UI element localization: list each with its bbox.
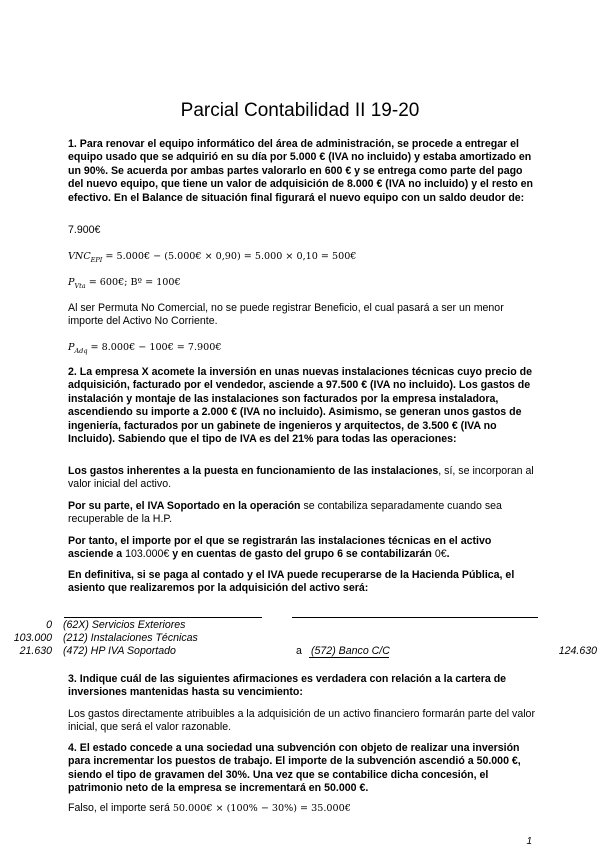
q1-vnc-formula [68, 250, 356, 267]
q1-padq-formula [68, 341, 221, 358]
q2-p2-bold: Por su parte, el IVA Soportado en la operación [68, 500, 301, 512]
q3-question: 3. Indique cuál de las siguientes afirmaciones es verdadera con relación a la cartera de inversiones mantenidas hasta su vencimiento: [68, 673, 507, 699]
q2-p3-e: . [446, 548, 450, 561]
pvta-subscript: Vta [74, 281, 86, 290]
q3-answer: Los gastos directamente atribuibles a la adquisición de un activo financiero formarán parte del valor inicial, que será el valor razonable. [68, 708, 535, 734]
entry-debit-amount-0: 0 [46, 619, 52, 631]
q2-paragraph-4: En definitiva, si se paga al contado y el IVA puede recuperarse de la Hacienda Pública, el asiento que realizaremos por la adquisición del activo será: [68, 569, 515, 595]
q2-p1-rest: , sí, se incorporan al valor inicial del activo. [68, 465, 534, 491]
q1-answer: 7.900€ [68, 224, 101, 236]
entry-debit-amount-2: 21.630 [19, 645, 52, 657]
q2-paragraph-2 [68, 500, 538, 527]
pvta-expression: = 600€; Bº = 100€ [85, 277, 181, 288]
q2-p3-a: Por tanto, el importe por el que se registrarán las instalaciones técnicas en el activo asciende a [68, 535, 492, 561]
q2-p3-c: y en cuentas de gasto del grupo 6 se contabilizarán [169, 548, 435, 561]
entry-debit-account-0: (62X) Servicios Exteriores [63, 619, 186, 631]
padq-expression: = 8.000€ − 100€ = 7.900€ [87, 342, 222, 353]
page-title: Parcial Contabilidad II 19-20 [180, 100, 420, 121]
q4-answer-text: Falso, el importe será [68, 802, 173, 814]
padq-subscript: Adq [74, 346, 88, 355]
q2-p1-bold: Los gastos inherentes a la puesta en funcionamiento de las instalaciones [68, 465, 439, 477]
page-number: 1 [526, 836, 532, 847]
entry-separator: a [296, 645, 302, 657]
vnc-symbol: VNC [68, 251, 91, 262]
entry-credit-account: (572) Banco C/C [311, 645, 390, 657]
entry-credit-underline [309, 657, 389, 658]
q2-p3-d: 0€ [434, 548, 447, 561]
q4-answer-formula: 50.000€ × (100% − 30%) = 35.000€ [172, 803, 351, 814]
q2-paragraph-3 [68, 535, 538, 562]
q2-p2-rest: se contabiliza separadamente cuando sea recuperable de la H.P. [68, 500, 502, 526]
entry-debit-amount-1: 103.000 [13, 632, 52, 644]
q2-question: 2. La empresa X acomete la inversión en unas nuevas instalaciones técnicas cuyo precio de adquisición, facturado por el vendedor, asciende a 97.500 € (IVA no incluido). Los gastos de instalación y montaje de las instalaciones son facturados por la empresa instaladora, ascendiendo su importe a 2.000 € (IVA no incluido). Asimismo, se generan unos gastos de ingeniería, facturados por un gabinete de ingenieros y arquitectos, de 3.500 € (IVA no Incluido). Sabiendo que el tipo de IVA es del 21% para todas las operaciones: [68, 366, 532, 446]
q1-question: 1. Para renovar el equipo informático del área de administración, se procede a entregar el equipo usado que se adquirió en su día por 5.000 € (IVA no incluido) y estaba amortizado en un 90%. Se acuerda por ambas partes valorarlo en 600 € y se entrega como parte del pago del nuevo equipo, que tiene un valor de adquisición de 8.000 € (IVA no incluido) y el resto en efectivo. En el Balance de situación final figurará el nuevo equipo con un saldo deudor de: [68, 138, 534, 204]
padq-symbol: P [68, 342, 75, 353]
entry-debit-account-2: (472) HP IVA Soportado [63, 645, 176, 657]
q2-p3-b: 103.000€ [125, 548, 170, 561]
entry-rule-right [292, 617, 538, 618]
q1-note: Al ser Permuta No Comercial, no se puede registrar Beneficio, el cual pasará a ser un menor importe del Activo No Corriente. [68, 302, 504, 328]
q4-question: 4. El estado concede a una sociedad una subvención con objeto de realizar una inversión para incrementar los puestos de trabajo. El importe de la subvención ascendió a 50.000 €, siendo el tipo de gravamen del 30%. Una vez que se contabilice dicha concesión, el patrimonio neto de la empresa se incrementará en 50.000 €. [68, 742, 521, 795]
entry-debit-account-1: (212) Instalaciones Técnicas [63, 632, 198, 644]
q2-paragraph-1 [68, 465, 538, 492]
vnc-expression: = 5.000€ − (5.000€ × 0,90) = 5.000 × 0,10 = 500€ [102, 251, 357, 262]
entry-rule-left [64, 617, 262, 618]
pvta-symbol: P [68, 277, 75, 288]
entry-credit-amount: 124.630 [558, 645, 597, 657]
q1-pvta-formula [68, 276, 181, 293]
vnc-subscript: EPI [90, 255, 103, 264]
q4-answer [68, 802, 538, 815]
